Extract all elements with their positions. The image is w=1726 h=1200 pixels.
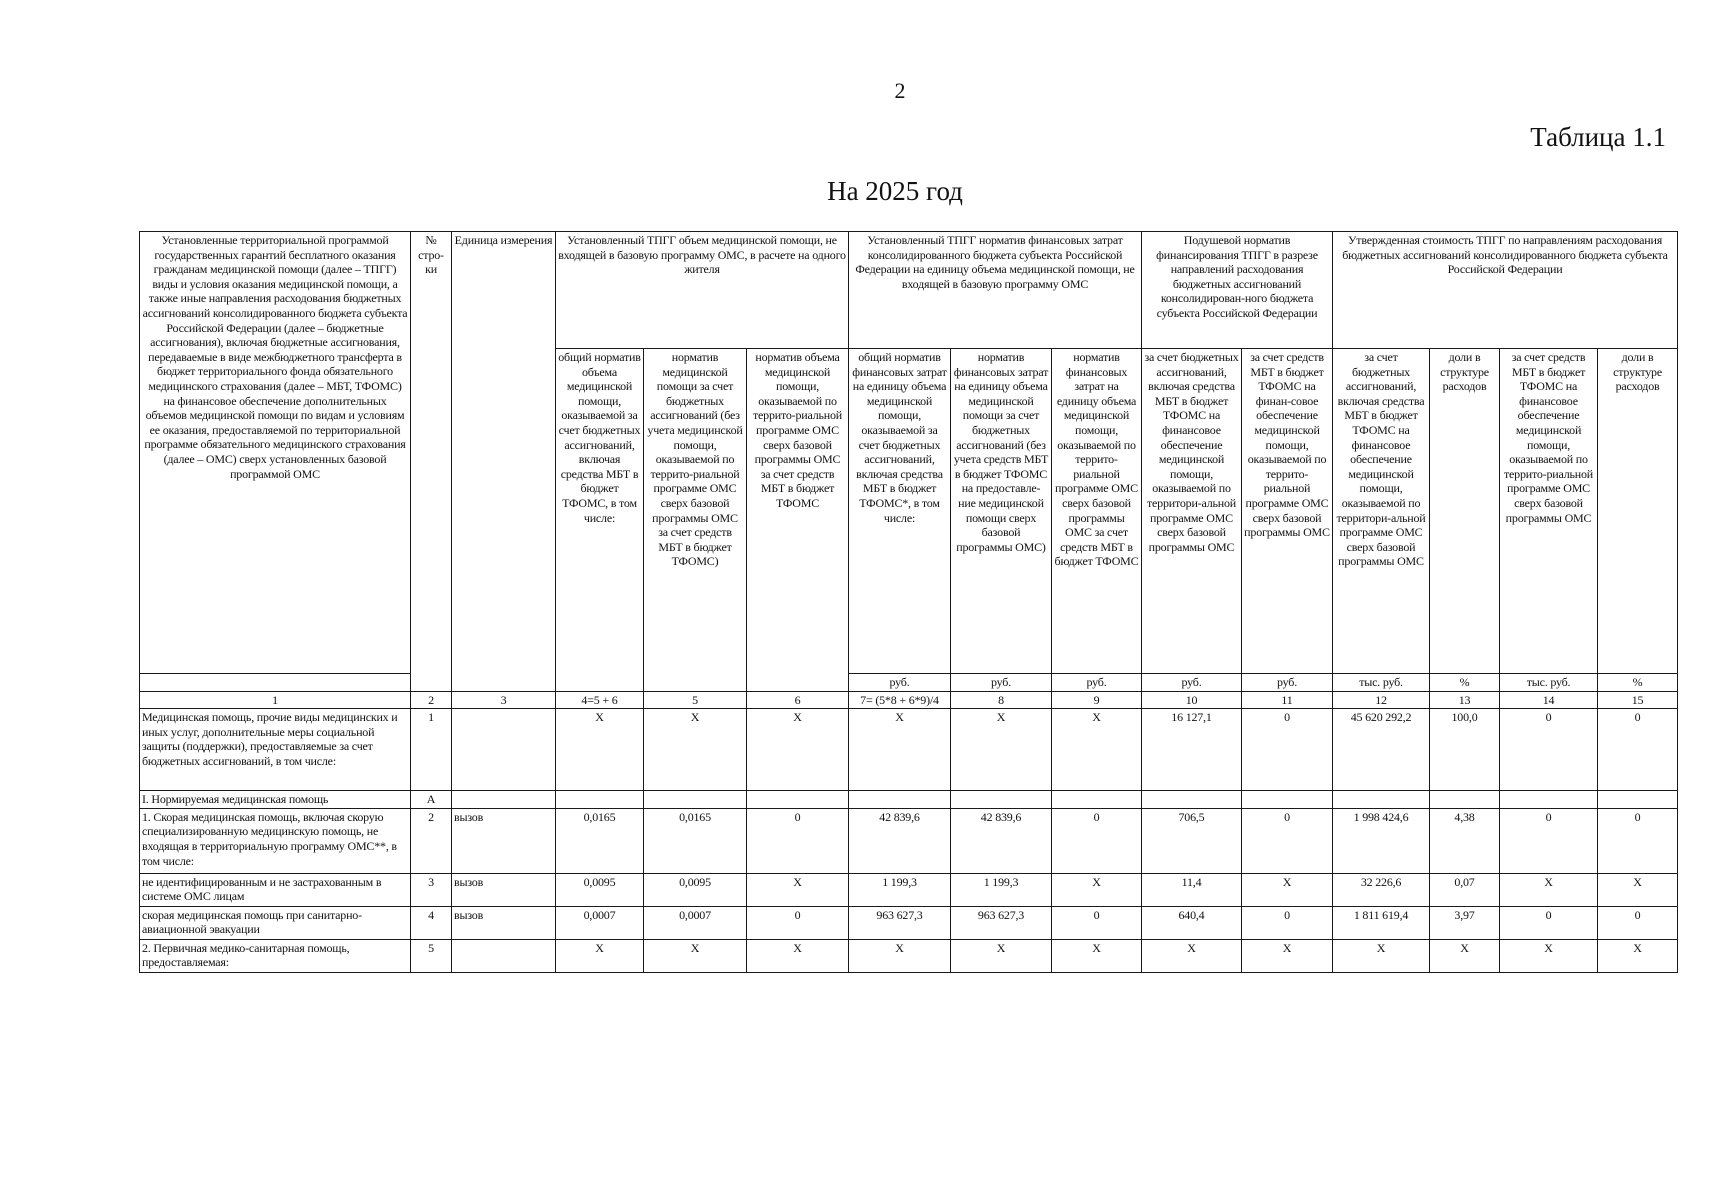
row-value-col-14: X	[1500, 939, 1598, 972]
row-value-col-8: 963 627,3	[951, 906, 1052, 939]
row-line-number: 5	[411, 939, 452, 972]
colnum-4: 4=5 + 6	[556, 691, 644, 709]
row-value-col-10: 706,5	[1142, 808, 1242, 873]
units-row	[140, 674, 1678, 692]
row-value-col-9: 0	[1052, 808, 1142, 873]
colnum-6: 6	[747, 691, 849, 709]
row-line-number: 4	[411, 906, 452, 939]
colnum-11: 11	[1242, 691, 1333, 709]
header-group-percapita: Подушевой норматив финансирования ТПГГ в разрезе направлений расходования бюджетных ассигнований консолидирован-ного бюджета субъекта Российской Федерации	[1142, 232, 1333, 349]
row-value-col-5: 0,0007	[644, 906, 747, 939]
header-col-11: за счет средств МБТ в бюджет ТФОМС на финан-совое обеспечение медицинской помощи, оказываемой по террито-риальной программе ОМС сверх базовой программы ОМС	[1242, 349, 1333, 674]
row-value-col-8: X	[951, 939, 1052, 972]
header-row-groups	[140, 232, 1678, 349]
page-number: 2	[894, 78, 906, 103]
colnum-15: 15	[1598, 691, 1678, 709]
row-value-col-4: 0,0007	[556, 906, 644, 939]
header-group-volume: Установленный ТПГГ объем медицинской помощи, не входящей в базовую программу ОМС, в расчете на одного жителя	[556, 232, 849, 349]
row-value-col-4: 0,0095	[556, 873, 644, 906]
row-value-col-11: 0	[1242, 709, 1333, 791]
header-col-12: за счет бюджетных ассигнований, включая средства МБТ в бюджет ТФОМС на финансовое обеспечение медицинской помощи, оказываемой по территори-альной программе ОМС сверх базовой программы ОМС	[1333, 349, 1430, 674]
row-value-col-13: 4,38	[1430, 808, 1500, 873]
row-unit	[452, 939, 556, 972]
row-value-col-6: 0	[747, 906, 849, 939]
row-value-col-5: X	[644, 709, 747, 791]
table-label: Таблица 1.1	[1530, 122, 1666, 152]
row-value-col-15	[1598, 791, 1678, 809]
header-group-cost: Утвержденная стоимость ТПГГ по направлениям расходования бюджетных ассигнований консолидированного бюджета субъекта Российской Федерации	[1333, 232, 1678, 349]
row-value-col-12: 1 998 424,6	[1333, 808, 1430, 873]
table-row	[140, 906, 1678, 939]
row-value-col-12: 45 620 292,2	[1333, 709, 1430, 791]
row-unit	[452, 791, 556, 809]
header-col-14: за счет средств МБТ в бюджет ТФОМС на финансовое обеспечение медицинской помощи, оказываемой по террито-риальной программе ОМС сверх базовой программы ОМС	[1500, 349, 1598, 674]
row-value-col-7: X	[849, 939, 951, 972]
colnum-12: 12	[1333, 691, 1430, 709]
row-value-col-10: 640,4	[1142, 906, 1242, 939]
colnum-14: 14	[1500, 691, 1598, 709]
header-col-5: норматив медицинской помощи за счет бюджетных ассигнований (без учета медицинской помощи, оказываемой по террито-риальной программе ОМС сверх базовой программы ОМС за счет средств МБТ в бюджет ТФОМС)	[644, 349, 747, 692]
row-value-col-10: X	[1142, 939, 1242, 972]
row-value-col-8: 42 839,6	[951, 808, 1052, 873]
colnum-7: 7= (5*8 + 6*9)/4	[849, 691, 951, 709]
row-name: 2. Первичная медико-санитарная помощь, предоставляемая:	[140, 939, 411, 972]
row-value-col-9: X	[1052, 709, 1142, 791]
unit-col-15: %	[1598, 674, 1678, 692]
row-value-col-13: 0,07	[1430, 873, 1500, 906]
row-line-number: 3	[411, 873, 452, 906]
row-value-col-12: 1 811 619,4	[1333, 906, 1430, 939]
row-value-col-12: 32 226,6	[1333, 873, 1430, 906]
units-empty-cell	[140, 674, 411, 692]
header-col-2: № стро-ки	[411, 232, 452, 692]
row-value-col-14: X	[1500, 873, 1598, 906]
table-title: На 2025 год	[827, 176, 963, 206]
table-row	[140, 709, 1678, 791]
row-value-col-12	[1333, 791, 1430, 809]
row-value-col-14: 0	[1500, 709, 1598, 791]
header-col-7: общий норматив финансовых затрат на единицу объема медицинской помощи, оказываемой за счет бюджетных ассигнований, включая средства МБТ в бюджет ТФОМС*, в том числе:	[849, 349, 951, 674]
table-row	[140, 939, 1678, 972]
header-col-15: доли в структуре расходов	[1598, 349, 1678, 674]
row-value-col-14: 0	[1500, 906, 1598, 939]
table-row	[140, 808, 1678, 873]
row-unit: вызов	[452, 873, 556, 906]
row-value-col-4: 0,0165	[556, 808, 644, 873]
unit-col-8: руб.	[951, 674, 1052, 692]
row-value-col-9: 0	[1052, 906, 1142, 939]
row-unit	[452, 709, 556, 791]
row-value-col-13	[1430, 791, 1500, 809]
row-value-col-10	[1142, 791, 1242, 809]
row-value-col-13: X	[1430, 939, 1500, 972]
row-value-col-8: X	[951, 709, 1052, 791]
row-value-col-13: 100,0	[1430, 709, 1500, 791]
row-value-col-15: X	[1598, 939, 1678, 972]
row-value-col-5: X	[644, 939, 747, 972]
colnum-5: 5	[644, 691, 747, 709]
header-col-9: норматив финансовых затрат на единицу объема медицинской помощи, оказываемой по террито-риальной программе ОМС сверх базовой программы ОМС за счет средств МБТ в бюджет ТФОМС	[1052, 349, 1142, 674]
row-value-col-13: 3,97	[1430, 906, 1500, 939]
row-value-col-7: 1 199,3	[849, 873, 951, 906]
row-value-col-7: 42 839,6	[849, 808, 951, 873]
row-unit: вызов	[452, 808, 556, 873]
row-value-col-11: 0	[1242, 906, 1333, 939]
unit-col-10: руб.	[1142, 674, 1242, 692]
row-value-col-14	[1500, 791, 1598, 809]
unit-col-11: руб.	[1242, 674, 1333, 692]
row-value-col-10: 16 127,1	[1142, 709, 1242, 791]
row-value-col-7	[849, 791, 951, 809]
row-value-col-15: X	[1598, 873, 1678, 906]
row-value-col-11	[1242, 791, 1333, 809]
financing-table	[139, 231, 1678, 973]
row-value-col-6: 0	[747, 808, 849, 873]
row-value-col-4	[556, 791, 644, 809]
colnum-13: 13	[1430, 691, 1500, 709]
colnum-3: 3	[452, 691, 556, 709]
row-value-col-15: 0	[1598, 906, 1678, 939]
row-value-col-11: 0	[1242, 808, 1333, 873]
colnum-2: 2	[411, 691, 452, 709]
row-line-number: 1	[411, 709, 452, 791]
row-line-number: 2	[411, 808, 452, 873]
row-value-col-4: X	[556, 939, 644, 972]
header-col-6: норматив объема медицинской помощи, оказываемой по террито-риальной программе ОМС сверх базовой программы ОМС за счет средств МБТ в бюджет ТФОМС	[747, 349, 849, 692]
row-value-col-8: 1 199,3	[951, 873, 1052, 906]
header-group-norm: Установленный ТПГГ норматив финансовых затрат консолидированного бюджета субъекта Российской Федерации на единицу объема медицинской помощи, не входящей в базовую программу ОМС	[849, 232, 1142, 349]
row-name: Медицинская помощь, прочие виды медицинских и иных услуг, дополнительные меры социальной защиты (поддержки), предоставляемые за счет бюджетных ассигнований, в том числе:	[140, 709, 411, 791]
row-value-col-6: X	[747, 939, 849, 972]
row-value-col-4: X	[556, 709, 644, 791]
row-value-col-8	[951, 791, 1052, 809]
row-value-col-12: X	[1333, 939, 1430, 972]
colnum-8: 8	[951, 691, 1052, 709]
row-value-col-6: X	[747, 873, 849, 906]
row-value-col-5: 0,0165	[644, 808, 747, 873]
row-value-col-9: X	[1052, 873, 1142, 906]
row-value-col-15: 0	[1598, 709, 1678, 791]
unit-col-13: %	[1430, 674, 1500, 692]
row-value-col-7: 963 627,3	[849, 906, 951, 939]
colnum-1: 1	[140, 691, 411, 709]
row-value-col-14: 0	[1500, 808, 1598, 873]
header-col-10: за счет бюджетных ассигнований, включая средства МБТ в бюджет ТФОМС на финансовое обеспечение медицинской помощи, оказываемой по территори-альной программе ОМС сверх базовой программы ОМС	[1142, 349, 1242, 674]
row-value-col-11: X	[1242, 939, 1333, 972]
unit-col-7: руб.	[849, 674, 951, 692]
row-name: скорая медицинская помощь при санитарно-авиационной эвакуации	[140, 906, 411, 939]
unit-col-12: тыс. руб.	[1333, 674, 1430, 692]
row-unit: вызов	[452, 906, 556, 939]
colnum-10: 10	[1142, 691, 1242, 709]
table-row	[140, 791, 1678, 809]
row-value-col-9	[1052, 791, 1142, 809]
row-value-col-6	[747, 791, 849, 809]
table-row	[140, 873, 1678, 906]
row-value-col-6: X	[747, 709, 849, 791]
header-col-13: доли в структуре расходов	[1430, 349, 1500, 674]
header-col-4: общий норматив объема медицинской помощи, оказываемой за счет бюджетных ассигнований, включая средства МБТ в бюджет ТФОМС, в том числе:	[556, 349, 644, 692]
row-value-col-15: 0	[1598, 808, 1678, 873]
header-col-3: Единица измерения	[452, 232, 556, 692]
row-value-col-5: 0,0095	[644, 873, 747, 906]
row-name: I. Нормируемая медицинская помощь	[140, 791, 411, 809]
row-name: 1. Скорая медицинская помощь, включая скорую специализированную медицинскую помощь, не входящая в территориальную программу ОМС**, в том числе:	[140, 808, 411, 873]
header-col-8: норматив финансовых затрат на единицу объема медицинской помощи за счет бюджетных ассигнований (без учета средств МБТ в бюджет ТФОМС на предоставле-ние медицинской помощи сверх базовой программы ОМС)	[951, 349, 1052, 674]
row-value-col-7: X	[849, 709, 951, 791]
row-value-col-11: X	[1242, 873, 1333, 906]
header-col-1: Установленные территориальной программой государственных гарантий бесплатного оказания гражданам медицинской помощи (далее – ТПГГ) виды и условия оказания медицинской помощи, а также иные направления расходования бюджетных ассигнований консолидированного бюджета субъекта Российской Федерации (далее – бюджетные ассигнования), включая бюджетные ассигнования, передаваемые в виде межбюджетного трансферта в бюджет территориального фонда обязательного медицинского страхования (далее – МБТ, ТФОМС) на финансовое обеспечение дополнительных объемов медицинской помощи по видам и условиям ее оказания, предоставляемой по территориальной программе обязательного медицинского страхования (далее – ОМС) сверх установленных базовой программой ОМС	[140, 232, 411, 674]
unit-col-14: тыс. руб.	[1500, 674, 1598, 692]
row-name: не идентифицированным и не застрахованным в системе ОМС лицам	[140, 873, 411, 906]
row-value-col-5	[644, 791, 747, 809]
row-value-col-9: X	[1052, 939, 1142, 972]
unit-col-9: руб.	[1052, 674, 1142, 692]
row-value-col-10: 11,4	[1142, 873, 1242, 906]
colnum-9: 9	[1052, 691, 1142, 709]
column-numbers-row	[140, 691, 1678, 709]
row-line-number: A	[411, 791, 452, 809]
